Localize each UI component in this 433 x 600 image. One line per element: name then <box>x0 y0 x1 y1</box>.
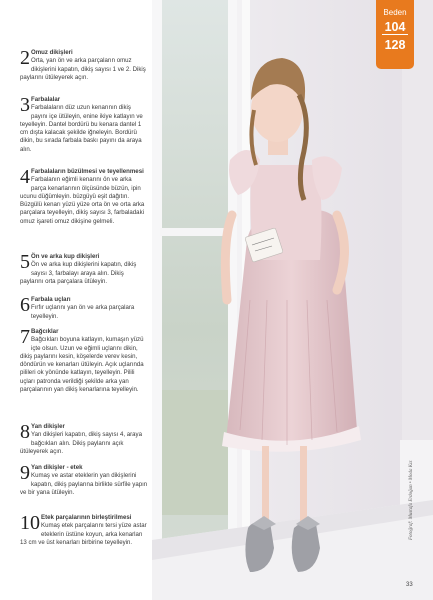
page-number: 33 <box>406 582 413 588</box>
step-number: 5 <box>20 251 30 273</box>
step-title: Omuz dikişleri <box>31 49 73 56</box>
step-7 <box>20 328 148 394</box>
step-10 <box>20 514 148 547</box>
step-body: Kumaş ve astar eteklerin yan dikişlerini kapatın, dikiş paylarına birlikte sürfile yapın ve bir yana ütüleyin. <box>20 472 148 496</box>
size-divider <box>382 34 408 35</box>
step-number: 7 <box>20 326 30 348</box>
step-number: 9 <box>20 462 30 484</box>
step-number: 4 <box>20 166 30 188</box>
step-body: Fırfır uçlarını yan ön ve arka parçalara teyelleyin. <box>31 304 135 320</box>
step-title: Bağcıklar <box>31 328 59 335</box>
size-badge <box>376 0 414 69</box>
step-body: Yan dikişleri kapatın, dikiş sayısı 4, araya bağcıkları alın. Dikiş paylarını açık ütüleyerek açın. <box>20 431 142 455</box>
step-number: 8 <box>20 421 30 443</box>
size-value-min: 104 <box>384 20 406 34</box>
step-title: Yan dikişler <box>31 423 65 430</box>
step-number: 3 <box>20 94 30 116</box>
step-number: 10 <box>20 512 40 534</box>
step-body: Kumaş etek parçalarını tersi yüze astar eteklerin üstüne koyun, arka kenarları 13 cm ve üst kenarları birbirine teyelleyin. <box>20 522 147 546</box>
size-label: Beden <box>383 8 407 17</box>
step-body: Farbalaların düz uzun kenarının dikiş payını içe ütüleyin, enine ikiye katlayın ve teyelleyin. Dantel bordürü bu kenara dantel 1 cm dışta kalacak şekilde iğneleyin. Bordürü dikin, bu sırada farbala baskı payını da araya alın. <box>20 104 143 153</box>
step-title: Farbalaların büzülmesi ve teyellenmesi <box>31 168 144 175</box>
photo-credit: Fotoğraf: Mustafa Erdoğan • Moda Kız <box>409 460 414 540</box>
step-9 <box>20 464 148 497</box>
step-body: Bağcıkları boyuna katlayın, kumaşın yüzü içte olsun. Uzun ve eğimli uçlarını dikin, dikiş paylarını kesin, köşelerde verev kesin, döndürün ve kenarları ütüleyin. Açık uçlarında pilileri ok yönünde katlayın, teyelleyin. Pilili uçları patronda verildiği şekilde arka yan parçalarının yan dikiş kenarlarına teyelleyin. <box>20 336 144 394</box>
step-number: 6 <box>20 294 30 316</box>
step-3 <box>20 96 148 154</box>
step-title: Farbala uçları <box>31 296 71 303</box>
step-title: Ön ve arka kup dikişleri <box>31 253 100 260</box>
step-body: Orta, yan ön ve arka parçaların omuz dikişlerini kapatın, dikiş sayısı 1 ve 2. Dikiş paylarını ütüleyerek açın. <box>20 57 146 81</box>
step-title: Etek parçalarının birleştirilmesi <box>41 514 132 521</box>
instructions-column <box>0 0 152 600</box>
step-5 <box>20 253 148 286</box>
step-number: 2 <box>20 47 30 69</box>
step-title: Farbalalar <box>31 96 61 103</box>
step-2 <box>20 49 148 82</box>
step-body: Farbalanın eğimli kenarını ön ve arka parça kenarlarının ölçüsünde büzün, ipin ucunu düğümleyin. büzgüyü eşit dağıtın. Büzgülü kenarı yüzü yüze orta ön ve orta arka parçalara teyelleyin, dikiş sayısı 3, farbaladaki omuz işareti omuz dikişine gelmeli. <box>20 176 145 225</box>
product-photo <box>152 0 433 600</box>
size-value-max: 128 <box>384 38 406 52</box>
step-6 <box>20 296 148 321</box>
girl-in-pink-dress-photo <box>152 0 433 600</box>
step-4 <box>20 168 148 226</box>
step-body: Ön ve arka kup dikişlerini kapatın, dikiş sayısı 3, farbalayı araya alın. Dikiş paylarını orta parçalara ütüleyin. <box>20 261 137 285</box>
step-8 <box>20 423 148 456</box>
step-title: Yan dikişler - etek <box>31 464 83 471</box>
